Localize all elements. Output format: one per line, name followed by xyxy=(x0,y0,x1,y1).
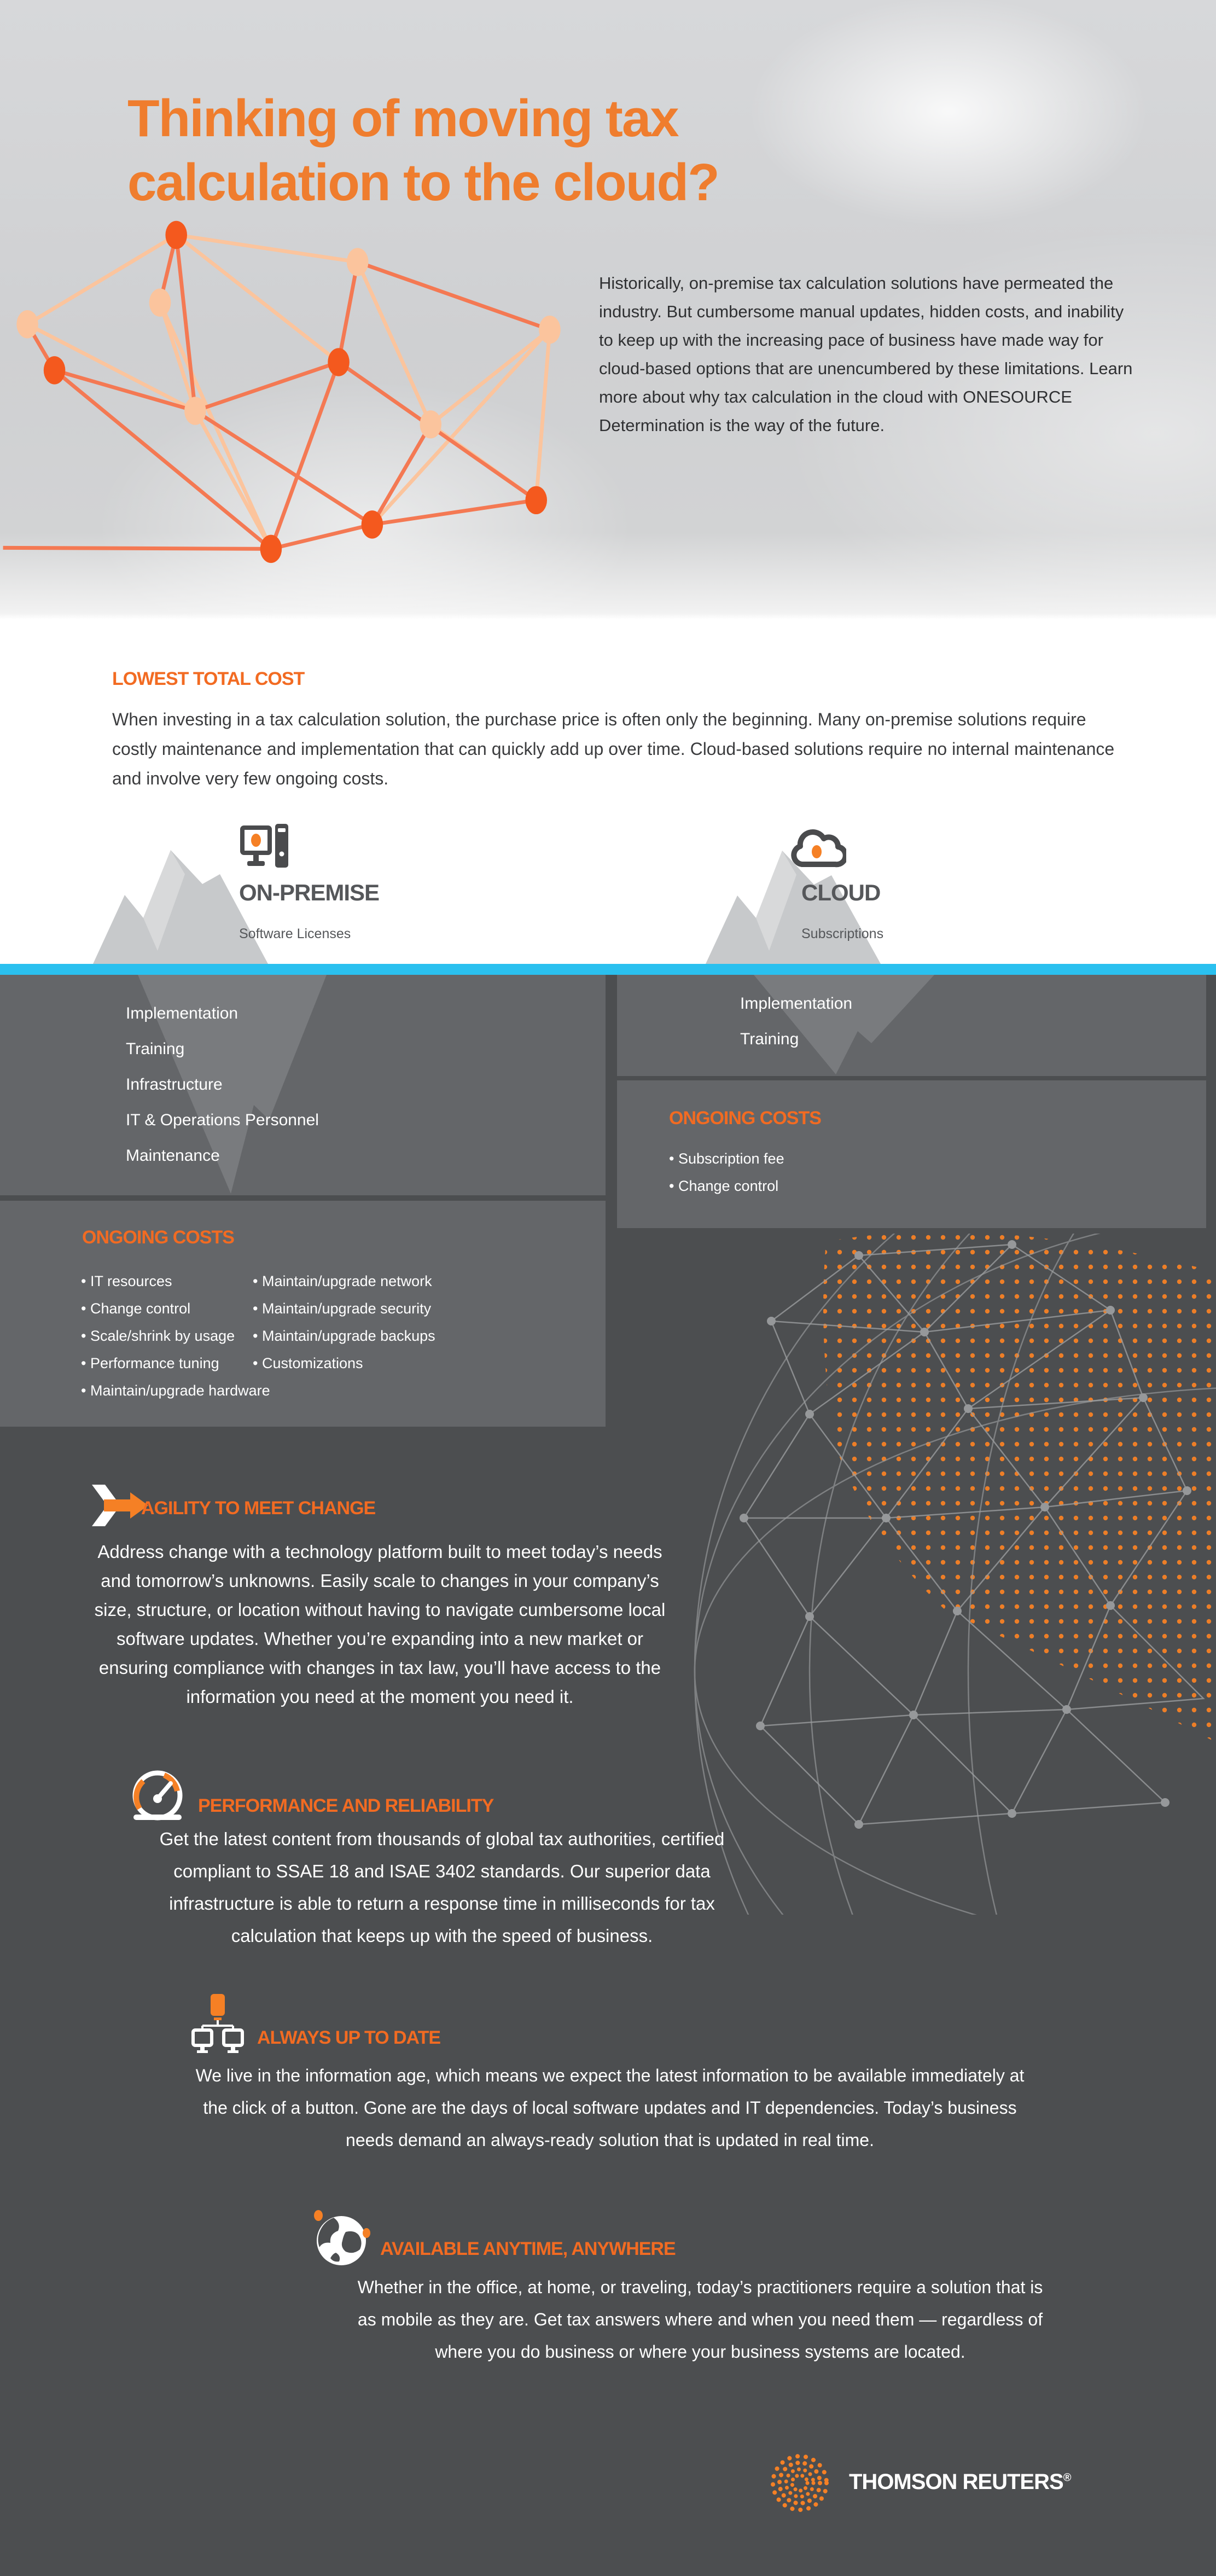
list-item: • Maintain/upgrade hardware xyxy=(81,1377,270,1404)
feature-up-to-date-heading: ALWAYS UP TO DATE xyxy=(257,2027,441,2048)
brand-text: THOMSON REUTERS xyxy=(849,2470,1063,2494)
list-item: • Change control xyxy=(669,1172,784,1200)
feature-performance-heading: PERFORMANCE AND RELIABILITY xyxy=(198,1795,494,1816)
feature-agility-heading: AGILITY TO MEET CHANGE xyxy=(141,1498,376,1519)
lowest-total-cost-heading: LOWEST TOTAL COST xyxy=(112,668,305,689)
cloud-underwater-panel xyxy=(617,975,1206,1076)
on-premise-underwater-list xyxy=(126,996,319,1173)
list-item: Implementation xyxy=(126,1004,238,1022)
feature-available-anywhere-heading: AVAILABLE ANYTIME, ANYWHERE xyxy=(380,2238,676,2259)
list-item: IT & Operations Personnel xyxy=(126,1111,319,1129)
cloud-label: CLOUD xyxy=(801,880,881,905)
feature-agility-body: Address change with a technology platform built to meet today’s needs and tomorrow’s unknowns. Easily scale to changes in your company’s size, structure, or location without having to navigate cumbersome local software updates. Whether you’re expanding into a new market or ensuring compliance with changes in tax law, you’ll have access to the information you need at the moment you need it. xyxy=(94,1542,666,1707)
page-title: Thinking of moving tax calculation to the cloud? xyxy=(127,89,719,212)
speedometer-icon xyxy=(130,1768,185,1823)
list-item: • Subscription fee xyxy=(669,1145,784,1172)
on-premise-ongoing-col2 xyxy=(253,1267,435,1377)
cloud-ongoing-list xyxy=(669,1145,784,1200)
cloud-underwater-list xyxy=(740,986,852,1057)
desktop-computer-icon xyxy=(239,822,289,873)
on-premise-label: ON-PREMISE xyxy=(239,880,380,905)
thomson-reuters-logo-icon xyxy=(769,2452,831,2515)
list-item: • Change control xyxy=(81,1295,270,1322)
list-item: Infrastructure xyxy=(126,1075,223,1094)
list-item: • Maintain/upgrade backups xyxy=(253,1322,435,1350)
feature-available-anywhere-body: Whether in the office, at home, or traveling, today’s practitioners require a solution that is as mobile as they are. Get tax answers where and when you need them — regardless of where you do business or where your business systems are located. xyxy=(357,2277,1043,2362)
list-item: • Scale/shrink by usage xyxy=(81,1322,270,1350)
on-premise-underwater-panel xyxy=(0,975,606,1195)
list-item: Training xyxy=(126,1040,185,1058)
list-item: • Customizations xyxy=(253,1350,435,1377)
globe-wireframe-graphic xyxy=(629,1234,1216,1915)
list-item: Training xyxy=(740,1030,799,1048)
on-premise-ongoing-col1 xyxy=(81,1267,270,1404)
feature-performance-body: Get the latest content from thousands of global tax authorities, certified compliant to SSAE 18 and ISAE 3402 standards. Our superior data infrastructure is able to return a response time in milliseconds for tax calculation that keeps up with the speed of business. xyxy=(159,1829,725,1946)
list-item: Maintenance xyxy=(126,1147,220,1165)
waterline xyxy=(0,964,1216,975)
intro-paragraph: Historically, on-premise tax calculation solutions have permeated the industry. But cumbersome manual updates, hidden costs, and inability to keep up with the increasing pace of business have made way for cloud-based options that are unencumbered by these limitations. Learn more about why tax calculation in the cloud with ONESOURCE Determination is the way of the future. xyxy=(599,274,1133,435)
list-item: • Maintain/upgrade network xyxy=(253,1267,435,1295)
feature-up-to-date-body: We live in the information age, which means we expect the latest information to be available immediately at the click of a button. Gone are the days of local software updates and IT dependencies. Today’s business needs demand an always-ready solution that is updated in real time. xyxy=(195,2066,1025,2150)
on-premise-ongoing-panel xyxy=(0,1201,606,1427)
cloud-ongoing-panel xyxy=(617,1080,1206,1228)
network-devices-icon xyxy=(190,1994,245,2054)
on-premise-sublabel: Software Licenses xyxy=(239,926,351,941)
cloud-sublabel: Subscriptions xyxy=(801,926,884,941)
lowest-total-cost-body: When investing in a tax calculation solution, the purchase price is often only the beginning. Many on-premise solutions require costly maintenance and implementation that can quickly add up over time. Cloud-based solutions require no internal maintenance and involve very few ongoing costs. xyxy=(112,710,1115,788)
network-graphic xyxy=(0,208,580,619)
cloud-ongoing-heading: ONGOING COSTS xyxy=(669,1108,821,1129)
cloud-icon xyxy=(789,821,846,870)
globe-icon xyxy=(312,2210,372,2270)
list-item: • Maintain/upgrade security xyxy=(253,1295,435,1322)
on-premise-ongoing-heading: ONGOING COSTS xyxy=(82,1227,234,1248)
list-item: • Performance tuning xyxy=(81,1350,270,1377)
thomson-reuters-wordmark xyxy=(849,2470,1070,2494)
hero-section xyxy=(0,0,1216,619)
list-item: • IT resources xyxy=(81,1267,270,1295)
list-item: Implementation xyxy=(740,995,853,1013)
registered-mark: ® xyxy=(1063,2472,1071,2484)
